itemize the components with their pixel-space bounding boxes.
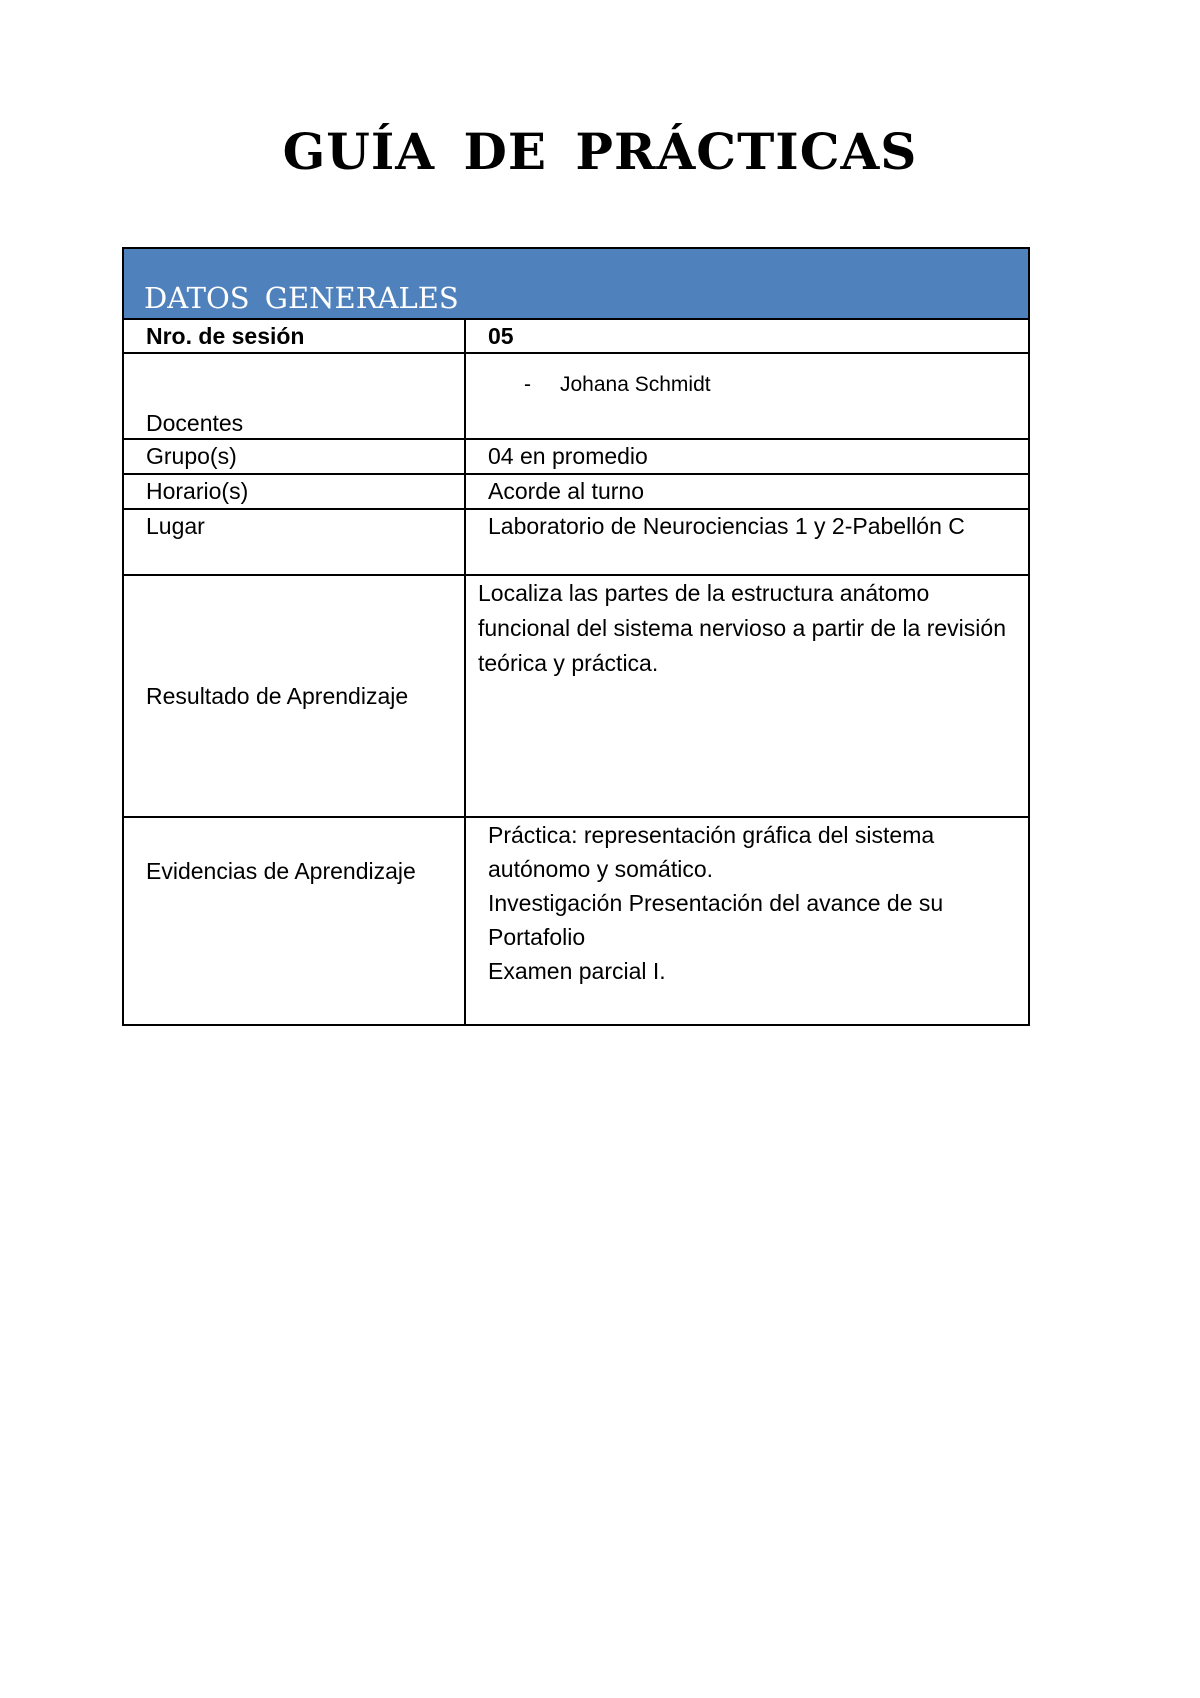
docente-list-item: [488, 372, 1018, 398]
table-row: [123, 474, 1029, 509]
grupo-value: 04 en promedio: [465, 439, 1029, 474]
evidencias-value: [465, 817, 1029, 1025]
list-dash: -: [524, 373, 531, 396]
page-title: GUÍA DE PRÁCTICAS: [282, 122, 918, 181]
lugar-label: Lugar: [123, 509, 465, 575]
table-row: [123, 575, 1029, 817]
table-row: [123, 353, 1029, 439]
session-label: Nro. de sesión: [123, 319, 465, 353]
table-row: [123, 319, 1029, 353]
table-row: [123, 817, 1029, 1025]
docente-name: Johana Schmidt: [560, 373, 711, 396]
evidencias-label: Evidencias de Aprendizaje: [123, 817, 465, 1025]
lugar-value: Laboratorio de Neurociencias 1 y 2-Pabellón C: [465, 509, 1029, 575]
resultado-value: Localiza las partes de la estructura anátomo funcional del sistema nervioso a partir de la revisión teórica y práctica.: [465, 575, 1029, 817]
docentes-label: Docentes: [123, 353, 465, 439]
session-value: 05: [465, 319, 1029, 353]
evidencia-item: Investigación Presentación del avance de su Portafolio: [488, 890, 944, 950]
horario-label: Horario(s): [123, 474, 465, 509]
grupo-label: Grupo(s): [123, 439, 465, 474]
evidencia-item: Examen parcial I.: [488, 958, 666, 984]
horario-value: Acorde al turno: [465, 474, 1029, 509]
table-row: [123, 439, 1029, 474]
table-header-row: [123, 248, 1029, 319]
table-header: DATOS GENERALES: [123, 248, 1029, 319]
table-row: [123, 509, 1029, 575]
docentes-value: [465, 353, 1029, 439]
evidencia-item: Práctica: representación gráfica del sistema autónomo y somático.: [488, 822, 935, 882]
resultado-label: Resultado de Aprendizaje: [123, 575, 465, 817]
datos-generales-table: [122, 247, 1030, 1026]
